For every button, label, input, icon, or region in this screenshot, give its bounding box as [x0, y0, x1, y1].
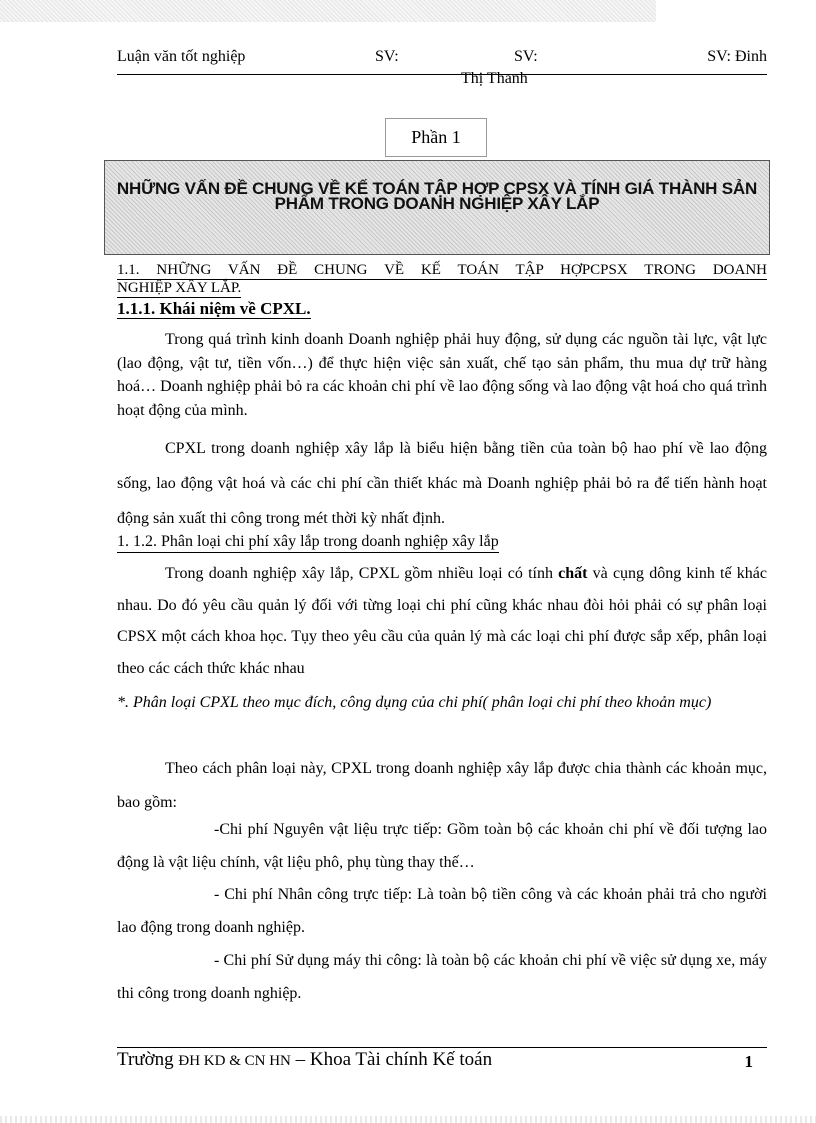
header-title: Luận văn tốt nghiệp	[117, 48, 246, 65]
part-label: Phần 1	[385, 118, 487, 157]
header-student-name: Thị Thanh	[461, 70, 528, 87]
paragraph-4: Theo cách phân loại này, CPXL trong doanh nghiệp xây lắp được chia thành các khoản mục, bao gồm:	[117, 760, 767, 811]
footer-faculty: – Khoa Tài chính Kế toán	[290, 1049, 493, 1070]
page-number: 1	[744, 1052, 753, 1071]
classification-note: *. Phân loại CPXL theo mục đích, công dụng của chi phí( phân loại chi phí theo khoản mục)	[117, 694, 712, 711]
paragraph-3-start: Trong doanh nghiệp xây lắp, CPXL gồm nhiều loại có tính	[165, 565, 559, 582]
header-student-2: SV:	[514, 48, 538, 65]
section-heading	[117, 262, 767, 298]
section-heading-line-1: 1.1. NHỮNG VẤN ĐỀ CHUNG VỀ KẾ TOÁN TẬP HỢPCPSX TRONG DOANH	[117, 262, 767, 278]
scan-artifact-top	[0, 0, 656, 22]
scan-artifact-bottom	[0, 1116, 816, 1123]
list-item-machine-cost: - Chi phí Sử dụng máy thi công: là toàn bộ các khoản chi phí về việc sử dụng xe, máy thi công trong doanh nghiệp.	[117, 952, 767, 1002]
section-heading-line-2: NGHIỆP XÂY LẮP.	[117, 280, 242, 296]
subsection-heading-2: 1. 1.2. Phân loại chi phí xây lắp trong doanh nghiệp xây lắp	[117, 532, 499, 553]
header-student-3: SV: Đinh	[707, 48, 767, 65]
page-footer	[117, 1047, 767, 1076]
paragraph-3-bold: chất	[558, 565, 588, 582]
list-item-material-cost: -Chi phí Nguyên vật liệu trực tiếp: Gồm toàn bộ các khoản chi phí về đối tượng lao động là vật liệu chính, vật liệu phô, phụ tùng thay thế…	[117, 821, 767, 871]
paragraph-1: Trong quá trình kinh doanh Doanh nghiệp phải huy động, sử dụng các nguồn tài lực, vật lực (lao động, vật tư, tiền vốn…) để thực hiện việc sản xuất, chế tạo sản phẩm, thu mua dự trữ hàng hoá… Doanh nghiệp phải bỏ ra các khoản chi phí về lao động sống và lao động vật hoá cho quá trình hoạt động của mình.	[117, 331, 767, 419]
footer-prefix: Trường	[117, 1049, 179, 1070]
chapter-title-box	[104, 160, 770, 255]
chapter-title: NHỮNG VẤN ĐỀ CHUNG VỀ KẾ TOÁN TẬP HỢP CPSX VÀ TÍNH GIÁ THÀNH SẢN PHẨM TRONG DOANH NGHIỆP XÂY LẮP	[116, 179, 758, 213]
list-item-labor-cost: - Chi phí Nhân công trực tiếp: Là toàn bộ tiền công và các khoản phải trả cho người lao động trong doanh nghiệp.	[117, 886, 767, 936]
page-header	[117, 46, 767, 75]
subsection-heading-1: 1.1.1. Khái niệm về CPXL.	[117, 299, 311, 318]
paragraph-3	[117, 558, 767, 684]
header-student-1: SV:	[375, 48, 399, 65]
footer-text	[117, 1049, 492, 1071]
paragraph-3-end: và cụng dông kinh tế khác nhau. Do đó yêu cầu quản lý đối với từng loại chi phí cũng khác nhau đòi hỏi phải có sự phân loại CPSX một cách khoa học. Tụy theo yêu cầu của quản lý mà các loại chi phí được sắp xếp, phân loại theo các cách thức khác nhau	[117, 565, 767, 677]
footer-school-abbr: ĐH KD & CN HN	[178, 1053, 291, 1069]
paragraph-2: CPXL trong doanh nghiệp xây lắp là biểu hiện bằng tiền của toàn bộ hao phí về lao động sống, lao động vật hoá và các chi phí cần thiết khác mà Doanh nghiệp phải bỏ ra để tiến hành hoạt động sản xuất thi công trong mét thời kỳ nhất định.	[117, 440, 767, 527]
